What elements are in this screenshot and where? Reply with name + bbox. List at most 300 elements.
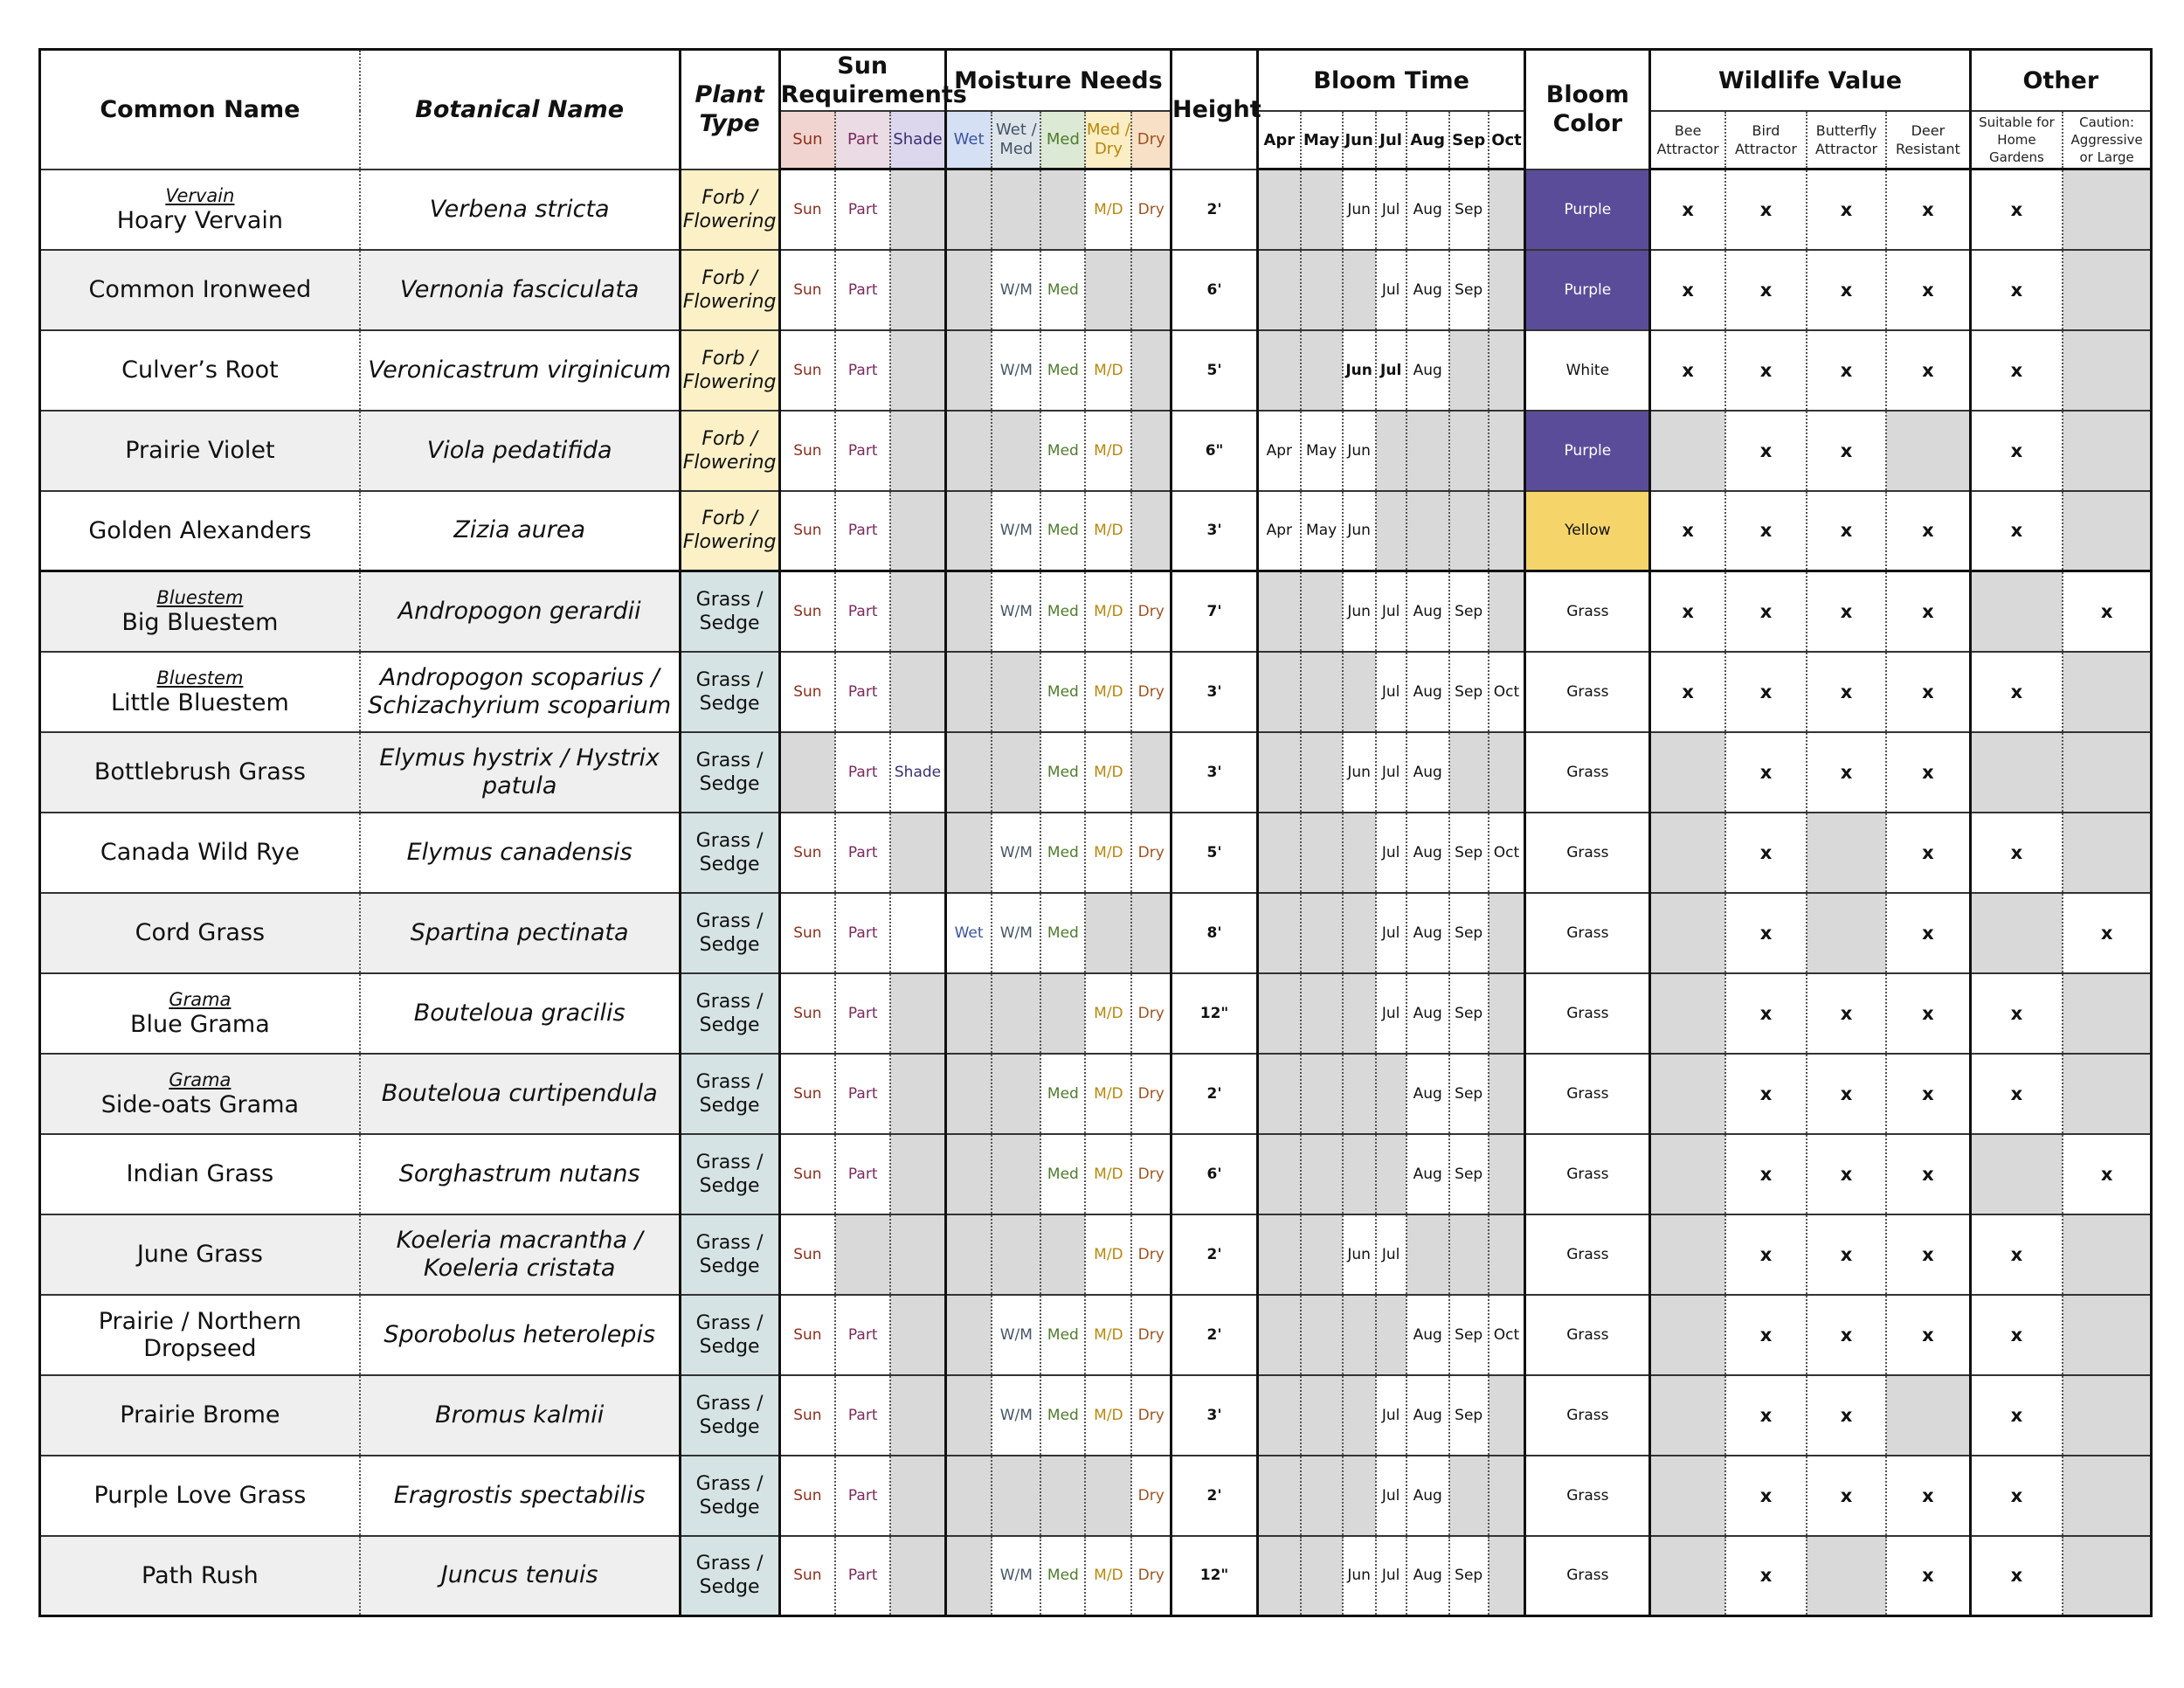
header-height: Height [1171,50,1258,169]
bloom-month-cell [1343,1134,1376,1214]
sun-cell [890,411,945,491]
moisture-cell: Med [1040,250,1085,330]
bloom-month-cell: Oct [1489,1295,1525,1375]
common-name-cell [40,571,360,652]
table-row [40,1456,2152,1536]
moisture-cell [945,973,992,1054]
bloom-month-cell: Sep [1449,1134,1489,1214]
other-cell: x [1970,1536,2063,1616]
moisture-cell: W/M [992,813,1040,893]
wildlife-cell: x [1650,571,1725,652]
botanical-name: Andropogon gerardii [360,571,680,652]
height-cell: 8' [1171,893,1258,973]
bloom-month-cell: Jul [1376,813,1406,893]
bloom-month-cell [1301,571,1343,652]
bloom-month-cell [1258,1214,1301,1295]
wildlife-cell: x [1886,250,1970,330]
wildlife-cell: x [1807,652,1886,732]
wildlife-cell: x [1807,250,1886,330]
sun-cell: Sun [779,330,835,411]
table-row [40,330,2152,411]
wildlife-cell: x [1725,491,1807,571]
sun-cell [890,1134,945,1214]
bloom-month-cell [1406,411,1449,491]
other-cell [1970,571,2063,652]
table-row [40,491,2152,571]
other-cell [2063,1214,2151,1295]
height-cell: 2' [1171,1456,1258,1536]
other-cell: x [1970,1054,2063,1134]
sun-cell [890,1456,945,1536]
sun-cell: Part [835,732,890,813]
other-cell [2063,491,2151,571]
sun-cell [890,893,945,973]
wildlife-cell: x [1725,1375,1807,1456]
moisture-cell: M/D [1085,169,1131,250]
moisture-cell: Dry [1131,1456,1171,1536]
moisture-cell [992,1456,1040,1536]
common-name: June Grass [136,1241,263,1268]
wildlife-cell: x [1725,813,1807,893]
bloom-color-cell: Grass [1525,893,1650,973]
wildlife-cell: x [1807,1456,1886,1536]
moisture-cell: Dry [1131,1536,1171,1616]
bloom-month-cell [1301,1214,1343,1295]
wildlife-cell: x [1725,732,1807,813]
wildlife-cell: x [1725,652,1807,732]
wildlife-cell: x [1725,250,1807,330]
bloom-month-cell [1449,732,1489,813]
bloom-month-cell [1406,1214,1449,1295]
common-name-cell [40,973,360,1054]
wildlife-cell: x [1807,491,1886,571]
bloom-month-cell [1489,1054,1525,1134]
other-cell [2063,1456,2151,1536]
moisture-cell: Med [1040,411,1085,491]
bloom-month-cell: Sep [1449,1054,1489,1134]
common-name-cell [40,1295,360,1375]
plant-table [38,48,2153,1624]
table-row [40,1375,2152,1456]
wildlife-cell: x [1807,1295,1886,1375]
header-month: Oct [1489,111,1525,169]
moisture-cell: W/M [992,1295,1040,1375]
table-row [40,652,2152,732]
table-row [40,813,2152,893]
wildlife-cell: x [1725,1054,1807,1134]
moisture-cell [992,732,1040,813]
table-row [40,732,2152,813]
wildlife-cell: x [1886,1054,1970,1134]
moisture-cell: Med [1040,1536,1085,1616]
wildlife-cell [1650,732,1725,813]
other-cell [2063,411,2151,491]
botanical-name: Bouteloua gracilis [360,973,680,1054]
plant-group-label: Bluestem [156,586,244,608]
sun-cell: Sun [779,1214,835,1295]
header-other: Other [1970,50,2151,112]
bloom-month-cell: Apr [1258,491,1301,571]
other-cell: x [2063,893,2151,973]
bloom-month-cell [1343,1054,1376,1134]
sun-cell: Sun [779,169,835,250]
sun-cell [890,1375,945,1456]
bloom-color-cell: Grass [1525,1134,1650,1214]
table-row [40,1054,2152,1134]
bloom-month-cell: Aug [1406,893,1449,973]
bloom-month-cell [1301,250,1343,330]
bloom-month-cell [1301,330,1343,411]
height-cell: 12" [1171,973,1258,1054]
bloom-month-cell [1449,1456,1489,1536]
other-cell [2063,813,2151,893]
wildlife-cell: x [1886,1456,1970,1536]
bloom-month-cell [1258,973,1301,1054]
moisture-cell: M/D [1085,1295,1131,1375]
botanical-name: Elymus hystrix / Hystrix patula [360,732,680,813]
bloom-month-cell: Aug [1406,330,1449,411]
moisture-cell: Dry [1131,169,1171,250]
moisture-cell: Med [1040,1134,1085,1214]
moisture-cell [1131,411,1171,491]
header-med-dry: Med / Dry [1085,111,1131,169]
bloom-month-cell [1376,491,1406,571]
bloom-month-cell [1343,1456,1376,1536]
header-butterfly-attractor: Butterfly Attractor [1807,111,1886,169]
other-cell [2063,169,2151,250]
moisture-cell: Dry [1131,973,1171,1054]
other-cell [2063,652,2151,732]
bloom-month-cell [1449,491,1489,571]
sun-cell: Part [835,1456,890,1536]
common-name-cell [40,1536,360,1616]
bloom-month-cell [1301,893,1343,973]
plant-type: Grass / Sedge [680,1536,779,1616]
height-cell: 3' [1171,652,1258,732]
other-cell: x [1970,1456,2063,1536]
botanical-name: Viola pedatifida [360,411,680,491]
sun-cell: Part [835,250,890,330]
wildlife-cell: x [1807,411,1886,491]
table-row [40,1134,2152,1214]
botanical-name: Zizia aurea [360,491,680,571]
moisture-cell [992,973,1040,1054]
wildlife-cell: x [1725,1134,1807,1214]
table-row [40,893,2152,973]
bloom-month-cell: Aug [1406,169,1449,250]
moisture-cell: W/M [992,1536,1040,1616]
common-name-cell [40,330,360,411]
moisture-cell: Med [1040,813,1085,893]
sun-cell [890,1295,945,1375]
bloom-month-cell [1301,1295,1343,1375]
moisture-cell [945,652,992,732]
wildlife-cell: x [1725,973,1807,1054]
bloom-month-cell [1258,1134,1301,1214]
plant-rows [40,169,2152,1616]
other-cell: x [1970,250,2063,330]
plant-group-label: Grama [169,1069,232,1090]
plant-type: Grass / Sedge [680,1295,779,1375]
other-cell [2063,973,2151,1054]
wildlife-cell [1650,973,1725,1054]
bloom-month-cell [1258,169,1301,250]
sun-cell: Shade [890,732,945,813]
bloom-month-cell [1258,330,1301,411]
moisture-cell [945,1536,992,1616]
bloom-month-cell: Jun [1343,571,1376,652]
bloom-month-cell [1301,732,1343,813]
wildlife-cell: x [1886,1295,1970,1375]
height-cell: 12" [1171,1536,1258,1616]
moisture-cell [1131,732,1171,813]
bloom-color-cell: Grass [1525,813,1650,893]
common-name: Golden Alexanders [88,516,312,544]
bloom-month-cell [1343,1295,1376,1375]
sun-cell [890,491,945,571]
moisture-cell [945,250,992,330]
common-name: Prairie Brome [120,1401,280,1429]
wildlife-cell [1807,1536,1886,1616]
plant-type: Grass / Sedge [680,1054,779,1134]
plant-group-label: Bluestem [156,667,244,688]
bloom-color-cell: Grass [1525,1375,1650,1456]
height-cell: 2' [1171,1214,1258,1295]
moisture-cell [992,1134,1040,1214]
moisture-cell: Med [1040,1054,1085,1134]
moisture-cell [1131,250,1171,330]
bloom-color-cell: Grass [1525,1295,1650,1375]
other-cell: x [1970,1214,2063,1295]
moisture-cell: W/M [992,250,1040,330]
moisture-cell [1040,973,1085,1054]
bloom-month-cell [1343,813,1376,893]
other-cell [2063,250,2151,330]
other-cell: x [1970,1295,2063,1375]
wildlife-cell: x [1650,250,1725,330]
sun-cell: Part [835,893,890,973]
bloom-color-cell: Grass [1525,571,1650,652]
bloom-month-cell [1489,893,1525,973]
common-name-cell [40,893,360,973]
common-name: Canada Wild Rye [100,839,300,866]
bloom-color-cell: Grass [1525,732,1650,813]
bloom-month-cell [1449,411,1489,491]
bloom-month-cell [1489,732,1525,813]
wildlife-cell: x [1725,893,1807,973]
sun-cell: Part [835,1054,890,1134]
bloom-month-cell: Jun [1343,732,1376,813]
sun-cell [890,1054,945,1134]
plant-type: Grass / Sedge [680,1134,779,1214]
wildlife-cell: x [1886,893,1970,973]
other-cell: x [1970,411,2063,491]
wildlife-cell: x [1725,411,1807,491]
moisture-cell [945,491,992,571]
wildlife-cell: x [1807,732,1886,813]
sun-cell: Part [835,571,890,652]
height-cell: 6" [1171,411,1258,491]
bloom-month-cell [1489,1214,1525,1295]
moisture-cell [945,571,992,652]
common-name-cell [40,1134,360,1214]
bloom-month-cell [1301,1456,1343,1536]
wildlife-cell: x [1807,973,1886,1054]
sun-cell: Part [835,1295,890,1375]
moisture-cell [1085,893,1131,973]
wildlife-cell [1650,893,1725,973]
header-month: Jul [1376,111,1406,169]
common-name-cell [40,732,360,813]
bloom-month-cell [1449,330,1489,411]
bloom-month-cell: Jul [1376,893,1406,973]
botanical-name: Koeleria macrantha / Koeleria cristata [360,1214,680,1295]
bloom-month-cell: Jul [1376,1214,1406,1295]
other-cell: x [1970,973,2063,1054]
moisture-cell [945,1456,992,1536]
header-botanical-name: Botanical Name [360,50,680,169]
sun-cell: Part [835,169,890,250]
bloom-month-cell: Aug [1406,1295,1449,1375]
header-wet: Wet [945,111,992,169]
bloom-month-cell [1343,652,1376,732]
moisture-cell: M/D [1085,411,1131,491]
wildlife-cell: x [1886,732,1970,813]
moisture-cell [945,1375,992,1456]
other-cell [1970,732,2063,813]
wildlife-cell: x [1807,1134,1886,1214]
bloom-month-cell [1301,973,1343,1054]
bloom-month-cell: Jul [1376,652,1406,732]
plant-type: Grass / Sedge [680,893,779,973]
other-cell: x [1970,813,2063,893]
moisture-cell [992,1214,1040,1295]
bloom-month-cell: Jun [1343,1536,1376,1616]
common-name-cell [40,411,360,491]
header-bloom-color: Bloom Color [1525,50,1650,169]
sun-cell: Sun [779,491,835,571]
wildlife-cell [1650,1134,1725,1214]
sun-cell: Sun [779,652,835,732]
plant-group-label: Vervain [165,184,235,206]
bloom-month-cell [1258,1456,1301,1536]
bloom-month-cell: Oct [1489,652,1525,732]
table-row [40,1536,2152,1616]
bloom-month-cell [1489,973,1525,1054]
plant-type: Forb / Flowering [680,330,779,411]
header-sun: Sun [779,111,835,169]
plant-type: Forb / Flowering [680,169,779,250]
bloom-month-cell [1343,893,1376,973]
wildlife-cell [1650,813,1725,893]
bloom-month-cell: Aug [1406,1054,1449,1134]
moisture-cell [945,1134,992,1214]
bloom-month-cell [1301,813,1343,893]
wildlife-cell: x [1886,491,1970,571]
moisture-cell: M/D [1085,1536,1131,1616]
moisture-cell: M/D [1085,652,1131,732]
bloom-month-cell [1258,813,1301,893]
wildlife-cell: x [1725,571,1807,652]
moisture-cell [945,169,992,250]
bloom-color-cell: Purple [1525,411,1650,491]
wildlife-cell: x [1725,1295,1807,1375]
sun-cell: Part [835,973,890,1054]
plant-type: Grass / Sedge [680,973,779,1054]
bloom-month-cell: Jul [1376,250,1406,330]
bloom-color-cell: Purple [1525,250,1650,330]
wildlife-cell [1807,813,1886,893]
bloom-month-cell: Jul [1376,1536,1406,1616]
height-cell: 2' [1171,169,1258,250]
bloom-month-cell [1258,571,1301,652]
height-cell: 7' [1171,571,1258,652]
moisture-cell [945,1054,992,1134]
common-name: Prairie / Northern Dropseed [98,1307,302,1362]
other-cell: x [2063,571,2151,652]
moisture-cell: Dry [1131,1295,1171,1375]
bloom-month-cell: Sep [1449,973,1489,1054]
header-bird-attractor: Bird Attractor [1725,111,1807,169]
bloom-month-cell: Sep [1449,169,1489,250]
wildlife-cell [1650,1456,1725,1536]
other-cell [2063,1295,2151,1375]
wildlife-cell: x [1886,813,1970,893]
moisture-cell: M/D [1085,973,1131,1054]
wildlife-cell: x [1650,652,1725,732]
header-bee-attractor: Bee Attractor [1650,111,1725,169]
sun-cell [779,732,835,813]
height-cell: 5' [1171,813,1258,893]
bloom-month-cell: Sep [1449,1375,1489,1456]
botanical-name: Bromus kalmii [360,1375,680,1456]
moisture-cell: W/M [992,893,1040,973]
common-name: Purple Love Grass [93,1482,307,1509]
bloom-month-cell: Sep [1449,1536,1489,1616]
bloom-month-cell: Jul [1376,732,1406,813]
bloom-month-cell: Sep [1449,893,1489,973]
bloom-color-cell: Grass [1525,1214,1650,1295]
sun-cell [890,973,945,1054]
moisture-cell [992,411,1040,491]
moisture-cell: Dry [1131,1375,1171,1456]
wildlife-cell: x [1807,330,1886,411]
other-cell [2063,1375,2151,1456]
bloom-month-cell: Aug [1406,813,1449,893]
other-cell [1970,1134,2063,1214]
moisture-cell: Dry [1131,1054,1171,1134]
moisture-cell: M/D [1085,1375,1131,1456]
bloom-color-cell: Grass [1525,1456,1650,1536]
bloom-month-cell: Sep [1449,250,1489,330]
moisture-cell [945,1295,992,1375]
moisture-cell [945,813,992,893]
botanical-name: Eragrostis spectabilis [360,1456,680,1536]
bloom-month-cell: Aug [1406,571,1449,652]
plant-type: Grass / Sedge [680,1214,779,1295]
sun-cell: Part [835,330,890,411]
moisture-cell [945,411,992,491]
moisture-cell: W/M [992,330,1040,411]
moisture-cell: Dry [1131,813,1171,893]
plant-type: Forb / Flowering [680,250,779,330]
header-common-name: Common Name [40,50,360,169]
bloom-month-cell: Aug [1406,652,1449,732]
common-name-cell [40,1214,360,1295]
botanical-name: Verbena stricta [360,169,680,250]
sun-cell [890,330,945,411]
bloom-month-cell: Jul [1376,571,1406,652]
